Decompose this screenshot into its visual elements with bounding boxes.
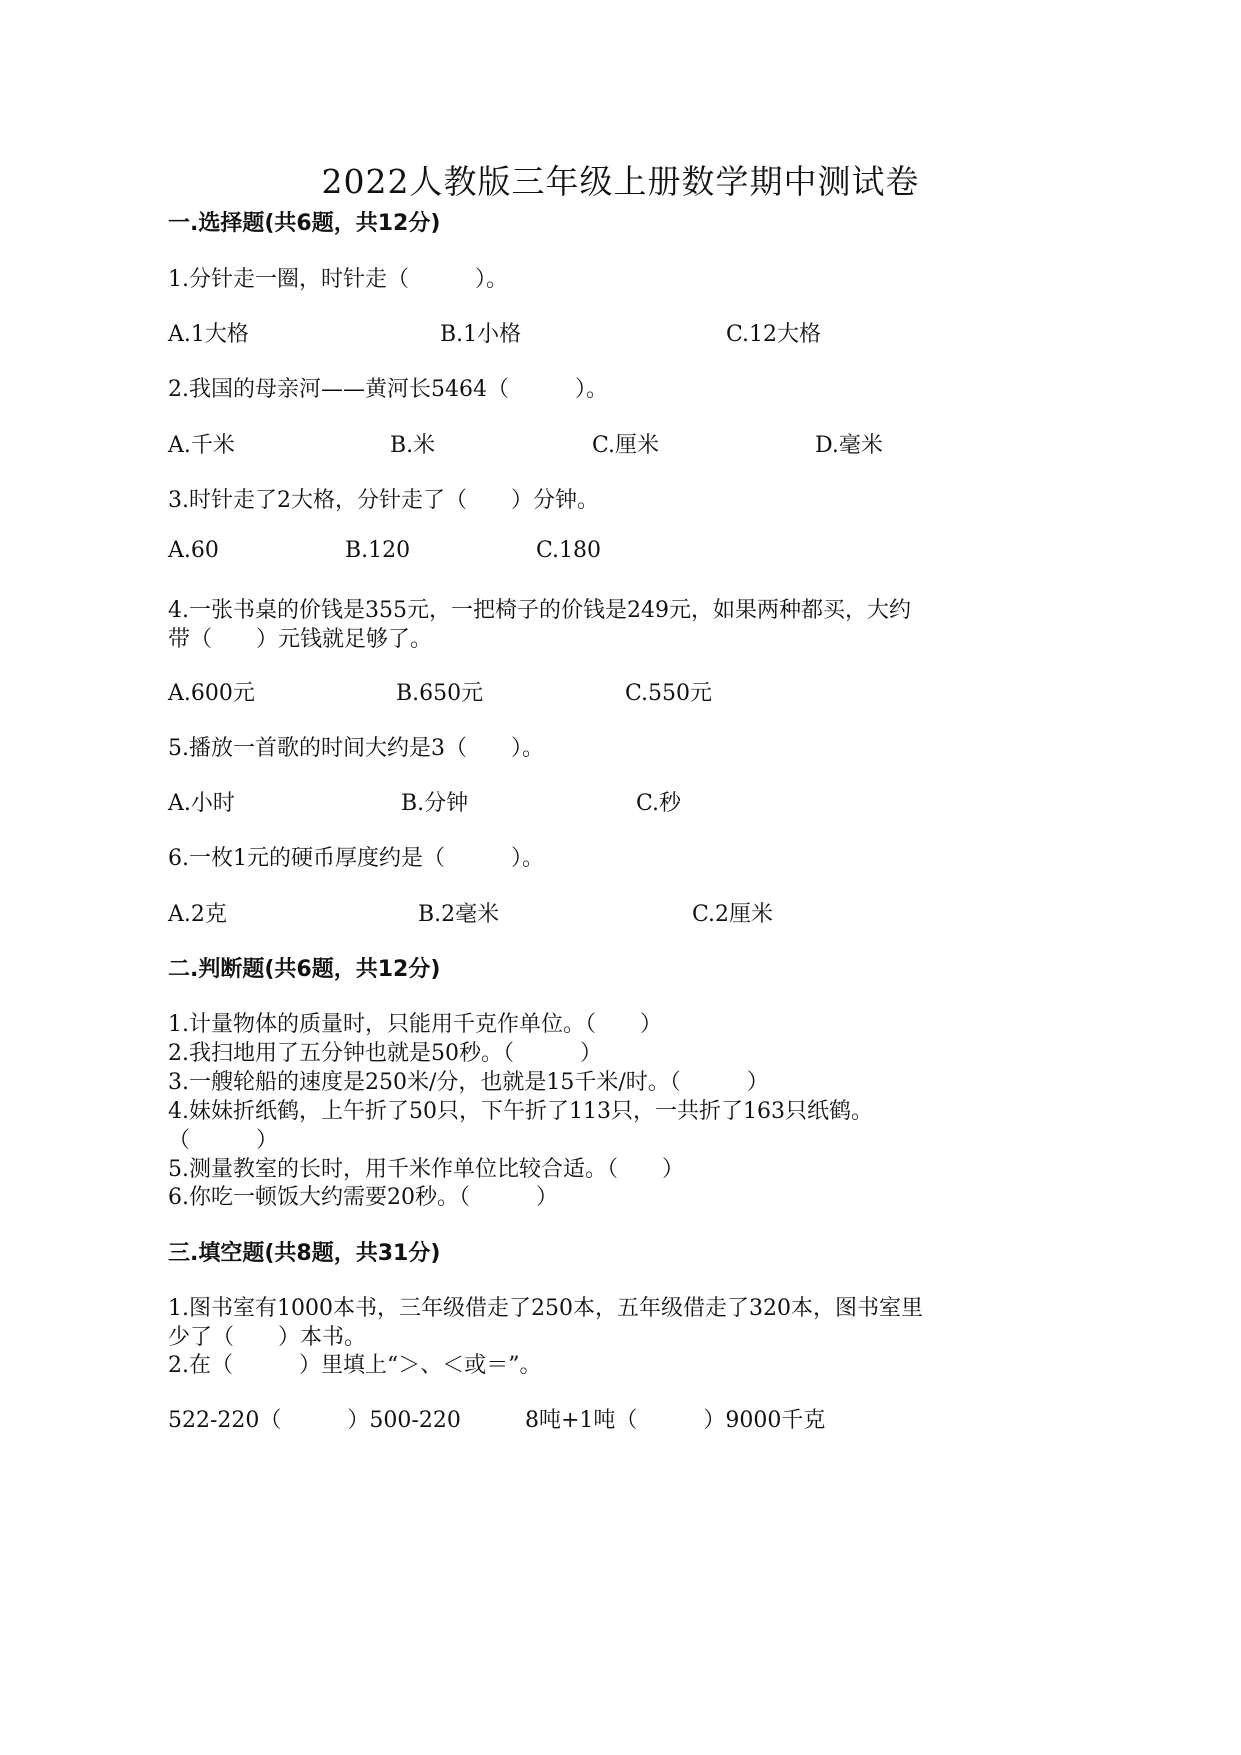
- fill-item: 2.在（ ）里填上“＞、＜或＝”。: [168, 1353, 542, 1378]
- option: B.650元: [396, 681, 484, 706]
- compare-item: 522-220（ ）500-220: [168, 1408, 461, 1433]
- question-stem: 1.分针走一圈，时针走（ ）。: [168, 267, 508, 292]
- judge-item: 4.妹妹折纸鹤，上午折了50只，下午折了113只，一共折了163只纸鹤。: [168, 1099, 873, 1124]
- compare-item: 8吨+1吨（ ）9000千克: [525, 1408, 826, 1433]
- question-stem: 带（ ）元钱就足够了。: [168, 627, 433, 652]
- section-heading-judge: 二.判断题(共6题，共12分): [168, 957, 441, 982]
- question-stem: 5.播放一首歌的时间大约是3（ ）。: [168, 736, 544, 761]
- page-title: 2022人教版三年级上册数学期中测试卷: [321, 162, 920, 201]
- option: B.1小格: [440, 322, 522, 347]
- option: A.2克: [168, 902, 227, 927]
- question-stem: 4.一张书桌的价钱是355元，一把椅子的价钱是249元，如果两种都买，大约: [168, 598, 911, 623]
- option: C.550元: [625, 681, 713, 706]
- judge-item: 5.测量教室的长时，用千米作单位比较合适。（ ）: [168, 1157, 684, 1182]
- option: C.12大格: [726, 322, 822, 347]
- judge-item: （ ）: [168, 1128, 279, 1153]
- option: B.120: [345, 538, 411, 563]
- question-stem: 6.一枚1元的硬币厚度约是（ ）。: [168, 846, 544, 871]
- question-stem: 2.我国的母亲河——黄河长5464（ ）。: [168, 377, 608, 402]
- option: C.厘米: [592, 433, 660, 458]
- fill-item: 1.图书室有1000本书，三年级借走了250本，五年级借走了320本，图书室里: [168, 1296, 923, 1321]
- option: C.2厘米: [692, 902, 774, 927]
- option: D.毫米: [815, 433, 883, 458]
- option: B.米: [390, 433, 436, 458]
- option: C.秒: [636, 791, 682, 816]
- section-heading-fill: 三.填空题(共8题，共31分): [168, 1241, 441, 1266]
- option: B.分钟: [401, 791, 469, 816]
- question-stem: 3.时针走了2大格，分针走了（ ）分钟。: [168, 488, 599, 513]
- option: B.2毫米: [418, 902, 500, 927]
- option: C.180: [536, 538, 602, 563]
- option: A.600元: [168, 681, 255, 706]
- judge-item: 2.我扫地用了五分钟也就是50秒。（ ）: [168, 1041, 602, 1066]
- option: A.1大格: [168, 322, 249, 347]
- judge-item: 3.一艘轮船的速度是250米/分，也就是15千米/时。（ ）: [168, 1070, 769, 1095]
- option: A.60: [168, 538, 219, 563]
- option: A.小时: [168, 791, 235, 816]
- section-heading-choice: 一.选择题(共6题，共12分): [168, 211, 441, 236]
- fill-item: 少了（ ）本书。: [168, 1325, 367, 1350]
- option: A.千米: [168, 433, 235, 458]
- judge-item: 1.计量物体的质量时，只能用千克作单位。（ ）: [168, 1012, 662, 1037]
- judge-item: 6.你吃一顿饭大约需要20秒。（ ）: [168, 1185, 558, 1210]
